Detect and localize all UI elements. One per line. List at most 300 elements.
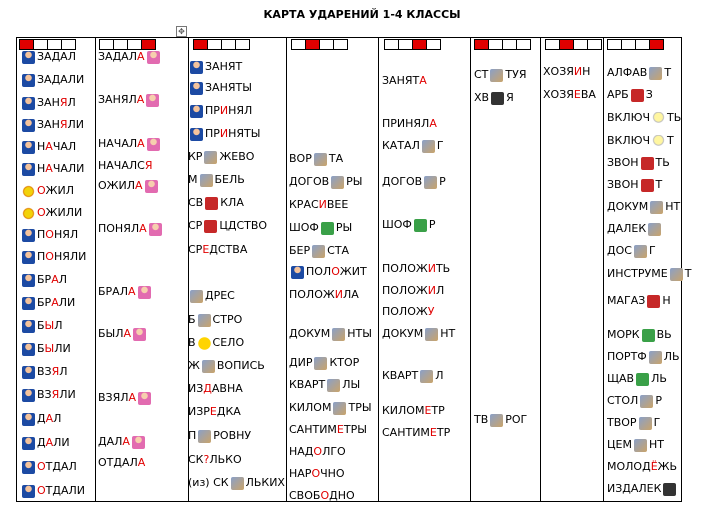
stress-word — [382, 426, 450, 440]
girl-icon — [149, 223, 162, 236]
boys-icon — [22, 119, 35, 132]
stress-word — [382, 369, 444, 383]
sorrel-icon — [636, 373, 649, 386]
abc-icon — [649, 67, 662, 80]
word-part: ДНО — [329, 489, 355, 502]
doc-icon — [425, 328, 438, 341]
word-part: ИНСТРУМЕ — [607, 267, 668, 280]
gate-icon — [314, 153, 327, 166]
column-border — [378, 38, 379, 501]
carpenter-icon — [640, 395, 653, 408]
stress-word — [20, 118, 84, 132]
stress-word — [188, 150, 254, 164]
word-part: ТРЫ — [348, 401, 372, 414]
stressed-letter: А — [137, 137, 145, 150]
word-part: ДОС — [607, 244, 632, 257]
stress-word — [20, 319, 63, 333]
word-part: ПР — [205, 104, 220, 117]
stressed-letter: Е — [336, 423, 344, 436]
word-part: ВЕЕ — [326, 198, 349, 211]
handshake-icon — [424, 176, 437, 189]
stress-word — [20, 460, 77, 474]
stress-word — [607, 372, 667, 386]
stress-word — [543, 65, 590, 79]
stress-word — [289, 467, 345, 481]
stressed-letter: А — [45, 436, 54, 449]
stressed-letter: Я — [51, 388, 60, 401]
stress-word — [382, 284, 444, 298]
word-part: КРАС — [289, 198, 319, 211]
column-border — [470, 38, 471, 501]
stress-word — [607, 156, 670, 170]
stress-word — [98, 93, 161, 107]
word-part: ЧАЛ — [52, 140, 77, 153]
stress-word — [98, 456, 145, 470]
word-part: НАЧАЛС — [98, 159, 145, 172]
table-move-handle-icon[interactable]: ✥ — [176, 26, 187, 37]
stress-word — [20, 73, 84, 87]
word-part: ЛИ — [59, 388, 76, 401]
word-part: СТ — [474, 68, 489, 81]
word-part: ВЗЯЛ — [98, 391, 129, 404]
stress-word — [20, 50, 76, 64]
landscape-icon — [414, 219, 427, 232]
word-part: Н — [662, 294, 671, 307]
word-part: ПОЛ — [306, 265, 332, 278]
stress-marker-boxes — [546, 39, 602, 50]
word-part: АЛФАВ — [607, 66, 648, 79]
word-part: Л — [59, 365, 68, 378]
stress-word — [607, 111, 681, 125]
word-part: ОЖИЛ — [98, 179, 136, 192]
word-part: ДКА — [216, 405, 241, 418]
word-part: ЗАДАЛИ — [37, 73, 85, 86]
stress-word — [474, 91, 514, 105]
word-part: ВА — [580, 88, 596, 101]
lace-icon — [204, 151, 217, 164]
word-part: ПОРТФ — [607, 350, 647, 363]
doc-icon — [332, 328, 345, 341]
word-part: ПОЛОЖ — [382, 262, 428, 275]
word-part: ЗАНЯЛ — [98, 93, 137, 106]
word-part: (из) СК — [188, 476, 229, 489]
word-part: ТРЫ — [343, 423, 367, 436]
beet-icon — [205, 197, 218, 210]
cement-icon — [634, 439, 647, 452]
catalog-icon — [422, 140, 435, 153]
girl-icon — [147, 51, 160, 64]
stress-word — [188, 313, 242, 327]
stressed-letter: О — [37, 184, 46, 197]
word-part: ВЗ — [37, 365, 52, 378]
stressed-letter: А — [127, 285, 136, 298]
stress-word — [382, 139, 444, 153]
word-part: ВЬ — [656, 328, 672, 341]
stressed-letter: Ы — [44, 319, 55, 332]
building-icon — [420, 370, 433, 383]
word-part: ЛЬ — [651, 372, 667, 385]
girl-icon — [138, 286, 151, 299]
word-part: Л — [435, 369, 444, 382]
word-part: ЛЬКИХ — [245, 476, 285, 489]
word-part: ТА — [328, 152, 344, 165]
word-part: ИЗ — [188, 382, 204, 395]
word-part: КИЛОМ — [382, 404, 425, 417]
word-part: ЖИЛ — [45, 184, 75, 197]
stress-marker-boxes — [100, 39, 156, 50]
stress-word — [188, 382, 243, 396]
word-part: ПР — [205, 127, 220, 140]
stress-word — [20, 436, 70, 450]
word-part: Н — [582, 65, 591, 78]
word-part: ВОР — [289, 152, 312, 165]
stressed-letter: А — [122, 435, 130, 448]
word-part: ИЗР — [188, 405, 210, 418]
word-part: ЧАЛИ — [52, 162, 85, 175]
stress-word — [188, 359, 265, 373]
word-part: ДОГОВ — [289, 175, 330, 188]
stress-word — [382, 175, 446, 189]
stress-word — [289, 152, 343, 166]
stressed-letter: Е — [429, 426, 437, 439]
word-part: МАГАЗ — [607, 294, 646, 307]
stress-word — [20, 96, 76, 110]
director-icon — [314, 357, 327, 370]
column-border — [540, 38, 541, 501]
word-part: ВОПИСЬ — [216, 359, 265, 372]
word-part: В — [188, 336, 196, 349]
stress-word — [382, 404, 445, 418]
word-part: Н — [37, 140, 46, 153]
word-part: ДИР — [289, 356, 313, 369]
word-part: АВНА — [211, 382, 243, 395]
word-part: Л — [54, 319, 63, 332]
stress-word — [382, 74, 427, 88]
bag-icon — [649, 351, 662, 364]
boys-icon — [22, 437, 35, 450]
stress-word — [289, 378, 360, 392]
stressed-letter: И — [427, 262, 436, 275]
stress-word — [98, 159, 152, 173]
word-part: ЗАДАЛ — [98, 50, 137, 63]
word-part: ЦДСТВО — [219, 219, 268, 232]
boys-icon — [22, 251, 35, 264]
stress-marker-boxes — [475, 39, 531, 50]
stress-word — [289, 288, 359, 302]
word-part: Г — [653, 416, 661, 429]
stress-word — [289, 175, 363, 189]
word-part: КЛА — [220, 196, 244, 209]
stress-marker-boxes — [385, 39, 441, 50]
stress-word — [382, 305, 434, 319]
word-part: НТЫ — [347, 327, 372, 340]
boys-icon — [190, 128, 203, 141]
word-part: ЧНО — [320, 467, 345, 480]
stressed-letter: А — [136, 93, 145, 106]
stress-word — [20, 296, 75, 310]
word-part: ВЗ — [37, 388, 52, 401]
stressed-letter: И — [427, 284, 436, 297]
stress-word — [289, 401, 372, 415]
stress-word — [20, 206, 82, 220]
stress-map-table — [16, 37, 692, 502]
stress-word — [289, 423, 367, 437]
building-icon — [327, 379, 340, 392]
word-part: П — [37, 250, 46, 263]
stress-word — [382, 262, 450, 276]
word-part: КВАРТ — [289, 378, 326, 391]
column-border — [286, 38, 287, 501]
stressed-letter: О — [311, 467, 321, 480]
word-part: Л — [67, 96, 76, 109]
boys-icon — [22, 297, 35, 310]
watermelon-icon — [631, 89, 644, 102]
word-part: ТВ — [474, 413, 489, 426]
stress-word — [607, 222, 663, 236]
word-part: САНТИМ — [289, 423, 337, 436]
word-part: НЯЛ — [53, 228, 79, 241]
stress-word — [98, 137, 162, 151]
column-border — [16, 38, 17, 501]
needle-icon — [491, 92, 504, 105]
word-part: НЯТЫ — [228, 127, 261, 140]
stress-marker-boxes — [20, 39, 76, 50]
stress-word — [607, 350, 680, 364]
word-part: ДАЛ — [98, 435, 123, 448]
word-part: ЛГО — [322, 445, 346, 458]
scale-icon — [198, 430, 211, 443]
flower-icon — [22, 185, 35, 198]
stress-word — [20, 342, 71, 356]
boys-icon — [22, 389, 35, 402]
word-part: КР — [188, 150, 203, 163]
boy-icon — [22, 97, 35, 110]
boy-icon — [291, 266, 304, 279]
word-part: ДОКУМ — [289, 327, 331, 340]
bulb-icon — [652, 112, 665, 125]
stress-word — [188, 60, 242, 74]
word-part: БР — [37, 296, 52, 309]
house-icon — [648, 223, 661, 236]
stressed-letter: И — [219, 127, 229, 140]
boy-icon — [22, 51, 35, 64]
word-part: З — [645, 88, 653, 101]
word-part: Б — [37, 319, 45, 332]
word-part: ИЗДАЛЕК — [607, 482, 662, 495]
word-part: ЛИ — [67, 118, 85, 131]
smile-icon — [198, 337, 211, 350]
girl-icon — [132, 436, 145, 449]
word-part: ДСТВА — [209, 243, 248, 256]
cottage-cheese-icon — [490, 414, 503, 427]
stress-word — [98, 327, 148, 341]
stress-word — [188, 453, 242, 467]
stress-word — [289, 198, 348, 212]
word-part: СР — [188, 219, 203, 232]
word-part: ПОЛОЖ — [382, 305, 428, 318]
word-part: ТВОР — [607, 416, 637, 429]
stress-word — [382, 117, 437, 131]
brush-icon — [202, 360, 215, 373]
stress-word — [289, 489, 355, 503]
column-border — [603, 38, 604, 501]
word-part: Т — [667, 134, 674, 147]
stress-word — [382, 327, 455, 341]
stressed-letter: Я — [51, 365, 60, 378]
word-part: ЛЬ — [663, 350, 680, 363]
cottage-cheese-icon — [639, 417, 652, 430]
stressed-letter: Я — [144, 159, 153, 172]
stress-word — [607, 416, 660, 430]
girl-icon — [146, 94, 159, 107]
word-part: П — [188, 429, 197, 442]
stress-word — [474, 413, 527, 427]
word-part: РЫ — [335, 221, 353, 234]
stress-word — [607, 88, 653, 102]
stressed-letter: Е — [209, 405, 217, 418]
word-part: Н — [37, 162, 46, 175]
stressed-letter: А — [135, 179, 143, 192]
boys-icon — [22, 485, 35, 498]
word-part: ЗАНЯТЫ — [205, 81, 252, 94]
stress-word — [98, 285, 153, 299]
stressed-letter: Е — [424, 404, 432, 417]
stressed-letter: А — [51, 273, 59, 286]
boy-icon — [22, 320, 35, 333]
stress-word — [289, 327, 372, 341]
word-part: СЕЛО — [212, 336, 245, 349]
stress-word — [607, 134, 674, 148]
stress-marker-boxes — [292, 39, 348, 50]
stressed-letter: А — [429, 117, 437, 130]
stress-word — [188, 405, 241, 419]
word-part: СВ — [188, 196, 204, 209]
word-part: НТ — [665, 200, 681, 213]
stress-word — [607, 482, 678, 496]
stress-word — [607, 66, 671, 80]
stressed-letter: А — [136, 50, 145, 63]
stressed-letter: О — [331, 265, 340, 278]
word-part: КИЛОМ — [289, 401, 332, 414]
stress-word — [188, 336, 244, 350]
shoe-icon — [663, 483, 676, 496]
word-part: МОРК — [607, 328, 640, 341]
stress-word — [607, 328, 672, 342]
word-part: ПОЛОЖ — [382, 284, 428, 297]
stress-word — [98, 222, 164, 236]
word-part: Г — [648, 244, 656, 257]
girl-icon — [147, 138, 160, 151]
word-part: ЗАНЯТ — [382, 74, 420, 87]
word-part: АРБ — [607, 88, 629, 101]
boys-icon — [22, 343, 35, 356]
word-part: Д — [37, 436, 46, 449]
stress-word — [289, 244, 349, 258]
stressed-letter: А — [419, 74, 427, 87]
word-part: ЖИЛИ — [45, 206, 83, 219]
boys-icon — [22, 74, 35, 87]
stressed-letter: А — [128, 391, 137, 404]
word-part: БРАЛ — [98, 285, 128, 298]
stress-word — [20, 228, 78, 242]
stress-word — [20, 250, 86, 264]
stress-word — [20, 273, 67, 287]
word-part: ЛИ — [58, 296, 76, 309]
boy-icon — [190, 82, 203, 95]
word-part: ТЬ — [435, 262, 451, 275]
stressed-letter: О — [37, 206, 46, 219]
word-part: ТДАЛ — [45, 460, 77, 473]
stressed-letter: Я — [59, 118, 68, 131]
stress-word — [289, 221, 352, 235]
word-part: ЗАН — [37, 96, 60, 109]
girl-icon — [145, 180, 158, 193]
stress-word — [289, 445, 346, 459]
stress-word — [607, 200, 680, 214]
word-part: Р — [655, 394, 662, 407]
word-part: БЫЛ — [98, 327, 124, 340]
landscape-icon — [321, 222, 334, 235]
word-part: ШОФ — [289, 221, 319, 234]
word-part: РОГ — [505, 413, 528, 426]
stressed-letter: О — [37, 460, 46, 473]
word-part: Р — [439, 175, 446, 188]
stressed-letter: ? — [203, 453, 210, 466]
stress-word — [474, 68, 526, 82]
word-part: Т — [664, 66, 672, 79]
word-part: ЛЬКО — [209, 453, 242, 466]
stressed-letter: И — [334, 288, 343, 301]
stress-word — [188, 173, 245, 187]
word-part: ТУЯ — [505, 68, 527, 81]
word-part: СТОЛ — [607, 394, 639, 407]
word-part: СК — [188, 453, 204, 466]
word-part: НТ — [440, 327, 456, 340]
word-part: КТОР — [329, 356, 360, 369]
stress-word — [188, 127, 260, 141]
stress-word — [382, 218, 436, 232]
word-part: ДОКУМ — [607, 200, 649, 213]
word-part: ТЬ — [667, 111, 682, 124]
word-part: ТДАЛИ — [45, 484, 86, 497]
flowers-icon — [22, 207, 35, 220]
boy-icon — [22, 413, 35, 426]
stressed-letter: У — [427, 305, 435, 318]
stressed-letter: Е — [202, 243, 210, 256]
birch-icon — [312, 245, 325, 258]
word-part: ЛИ — [53, 436, 70, 449]
stressed-letter: О — [320, 489, 330, 502]
word-part: ЗАДАЛ — [37, 50, 76, 63]
word-part: Я — [506, 91, 514, 104]
word-part: ВКЛЮЧ — [607, 134, 651, 147]
stress-word — [607, 294, 671, 308]
word-part: ПРИНЯЛ — [382, 117, 430, 130]
word-part: ЗАН — [37, 118, 60, 131]
boy-icon — [22, 461, 35, 474]
stressed-letter: О — [37, 484, 46, 497]
stress-word — [188, 243, 247, 257]
girl-icon — [138, 392, 151, 405]
word-part: ВКЛЮЧ — [607, 111, 651, 124]
word-part: Ж — [188, 359, 200, 372]
stress-word — [607, 178, 662, 192]
word-part: НАД — [289, 445, 314, 458]
boy-icon — [22, 274, 35, 287]
stress-word — [289, 265, 367, 279]
stress-word — [98, 50, 162, 64]
boy-icon — [22, 229, 35, 242]
